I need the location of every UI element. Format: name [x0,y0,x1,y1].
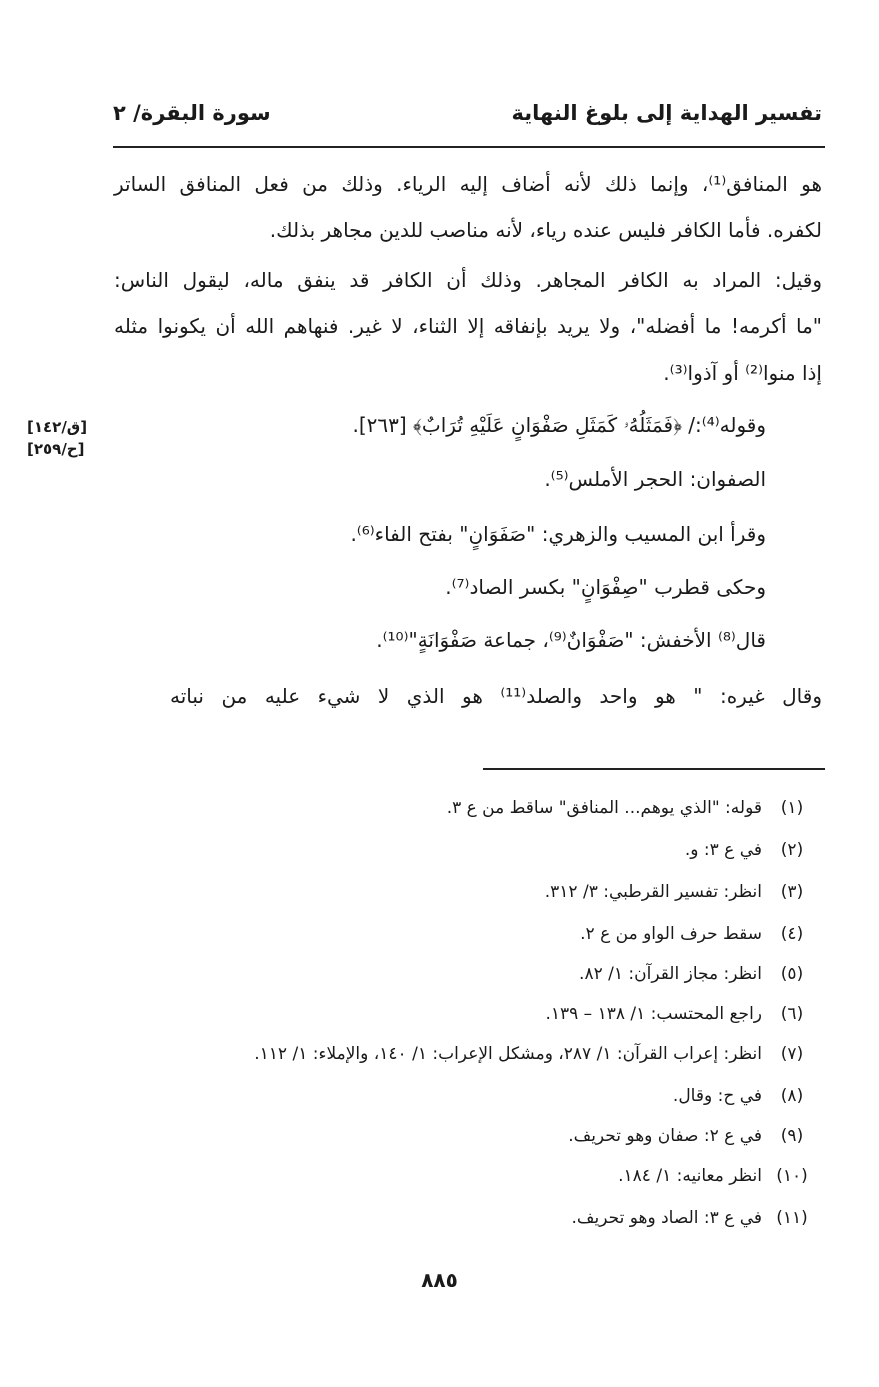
footnote-divider [483,768,825,770]
footnote-text: في ع ٢: صفان وهو تحريف. [568,1126,762,1146]
margin-note-manuscript-h: [ح/٢٥٩] [27,440,85,458]
footnote-number: (١) [780,798,804,818]
footnote-number: (٩) [780,1126,804,1146]
footnote-text: في ع ٣: الصاد وهو تحريف. [571,1208,762,1228]
footnote [579,964,822,984]
footnote-text: انظر: تفسير القرطبي: ٣/ ٣١٢. [544,882,762,902]
footnote-text: في ح: وقال. [672,1086,762,1106]
footnote [447,798,822,818]
footnote-number: (٣) [780,882,804,902]
footnote-number: (٤) [780,924,804,944]
body-line-quran-verse: وقوله⁽⁴⁾:/ ﴿فَمَثَلُهُۥ كَمَثَلِ صَفْوَانٍ عَلَيْهِ تُرَابٌ﴾ [٢٦٣]. [352,413,766,437]
footnote [545,1004,822,1024]
footnote-text: انظر معانيه: ١/ ١٨٤. [618,1166,762,1186]
body-line: إذا منوا⁽²⁾ أو آذوا⁽³⁾. [663,361,822,385]
body-line: هو المنافق⁽¹⁾، وإنما ذلك لأنه أضاف إليه الرياء. وذلك من فعل المنافق الساتر [114,172,822,196]
body-line: قال⁽⁸⁾ الأخفش: "صَفْوَانٌ⁽⁹⁾، جماعة صَفْوَانَةٍ"⁽¹⁰⁾. [376,628,766,652]
footnote-number: (١٠) [776,1166,808,1186]
footnote-text: راجع المحتسب: ١/ ١٣٨ – ١٣٩. [545,1004,762,1024]
footnote [568,1126,822,1146]
body-line: الصفوان: الحجر الأملس⁽⁵⁾. [544,467,766,491]
running-header-book-title: تفسير الهداية إلى بلوغ النهاية [511,101,822,125]
running-header-surah: سورة البقرة/ ٢ [113,101,271,125]
body-line: وقال غيره: " هو واحد والصلد⁽¹¹⁾ هو الذي لا شيء عليه من نباته [170,684,822,708]
page-number: ٨٨٥ [421,1268,458,1292]
footnote-number: (٨) [780,1086,804,1106]
footnote [580,924,822,944]
body-line: وقرأ ابن المسيب والزهري: "صَفَوَانٍ" بفتح الفاء⁽⁶⁾. [350,522,766,546]
footnote-text: انظر: إعراب القرآن: ١/ ٢٨٧، ومشكل الإعراب: ١/ ١٤٠، والإملاء: ١/ ١١٢. [254,1044,762,1064]
footnote-text: انظر: مجاز القرآن: ١/ ٨٢. [579,964,762,984]
footnote-text: سقط حرف الواو من ع ٢. [580,924,762,944]
footnote-number: (٥) [780,964,804,984]
footnote-number: (١١) [776,1208,808,1228]
header-divider [113,146,825,148]
footnote [618,1166,822,1186]
body-line: "ما أكرمه! ما أفضله"، ولا يريد بإنفاقه إلا الثناء، لا غير. فنهاهم الله أن يكونوا مثله [114,314,822,338]
body-line: وقيل: المراد به الكافر المجاهر. وذلك أن الكافر قد ينفق ماله، ليقول الناس: [114,268,822,292]
footnote-number: (٢) [780,840,804,860]
footnote [685,840,822,860]
margin-note-manuscript-q: [ق/١٤٢] [27,418,88,436]
footnote-number: (٦) [780,1004,804,1024]
footnote [254,1044,822,1064]
body-line: لكفره. فأما الكافر فليس عنده رياء، لأنه مناصب للدين مجاهر بذلك. [269,218,822,242]
footnote-text: قوله: "الذي يوهم... المنافق" ساقط من ع ٣. [446,798,762,818]
footnote-number: (٧) [780,1044,804,1064]
footnote [572,1208,823,1228]
footnote [545,882,822,902]
footnote-text: في ع ٣: و. [684,840,762,860]
footnote [673,1086,822,1106]
body-line: وحكى قطرب "صِفْوَانٍ" بكسر الصاد⁽⁷⁾. [445,575,766,599]
